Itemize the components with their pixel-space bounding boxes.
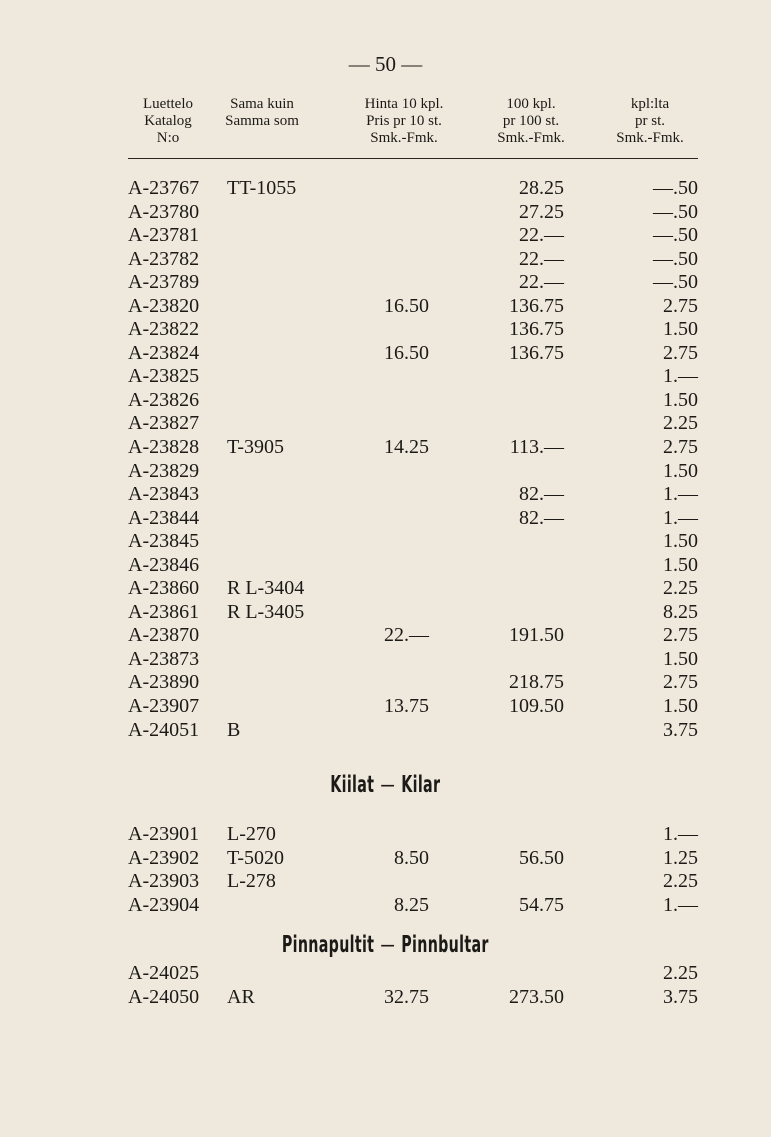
section-title-fi: Kiilat [330,772,375,798]
table-row [0,436,771,460]
cell-pst: 2.25 [663,577,698,600]
table-row [0,201,771,225]
cell-p10: 22.— [384,624,429,647]
cell-p100: 56.50 [519,846,564,869]
cell-pst: 1.50 [663,318,698,341]
table-row [0,870,771,894]
table-row [0,177,771,201]
cell-cat: A-23828 [128,436,200,459]
cell-p100: 136.75 [509,341,564,364]
table-row [0,962,771,986]
section-rows [0,823,771,917]
section-title [146,932,624,958]
cell-cat: A-23890 [128,671,200,694]
header-same-as: Sama kuin Samma som [225,96,299,129]
cell-cat: A-23904 [128,893,200,916]
cell-pst: 2.25 [663,870,698,893]
cell-same: L-270 [227,823,276,845]
cell-pst: 1.50 [663,459,698,482]
cell-p100: 54.75 [519,893,564,916]
cell-pst: 3.75 [663,718,698,741]
cell-same: TT-1055 [227,177,297,199]
section-title-sv: Pinnbultar [401,932,489,958]
table-row [0,624,771,648]
header-rule [128,158,698,159]
table-row [0,295,771,319]
cell-pst: 1.50 [663,695,698,718]
cell-p10: 13.75 [384,695,429,718]
table-row [0,847,771,871]
cell-pst: 1.25 [663,846,698,869]
cell-pst: —.50 [653,224,698,247]
cell-p100: 22.— [519,224,564,247]
cell-p100: 82.— [519,483,564,506]
cell-pst: 2.25 [663,962,698,984]
cell-cat: A-23824 [128,341,200,364]
cell-p10: 8.50 [394,846,429,869]
cell-p100: 27.25 [519,200,564,223]
cell-pst: 1.— [663,506,698,529]
cell-cat: A-23903 [128,870,200,893]
table-row [0,894,771,918]
table-row [0,271,771,295]
cell-cat: A-23860 [128,577,200,600]
cell-pst: —.50 [653,271,698,294]
page-number: — 50 — [348,52,423,76]
cell-cat: A-23827 [128,412,200,435]
cell-p100: 191.50 [509,624,564,647]
cell-pst: 1.50 [663,553,698,576]
cell-p10: 8.25 [394,893,429,916]
cell-p100: 82.— [519,506,564,529]
cell-same: AR [227,985,255,1008]
cell-cat: A-23782 [128,247,200,270]
header-price-100: 100 kpl. pr 100 st. Smk.-Fmk. [497,96,565,146]
cell-same: R L-3405 [227,600,305,623]
cell-p10: 16.50 [384,341,429,364]
cell-p100: 136.75 [509,294,564,317]
header-price-each: kpl:lta pr st. Smk.-Fmk. [616,96,684,146]
table-row [0,986,771,1010]
section-rows [0,962,771,1009]
cell-cat: A-23901 [128,823,200,845]
cell-pst: —.50 [653,200,698,223]
cell-pst: 1.— [663,483,698,506]
cell-pst: 1.50 [663,647,698,670]
cell-pst: 1.— [663,365,698,388]
cell-p100: 22.— [519,247,564,270]
cell-pst: —.50 [653,247,698,270]
cell-cat: A-23870 [128,624,200,647]
section-title-fi: Pinnapultit [281,932,375,958]
table-row [0,719,771,743]
cell-cat: A-23846 [128,553,200,576]
cell-cat: A-23825 [128,365,200,388]
table-row [0,601,771,625]
cell-pst: 2.75 [663,341,698,364]
cell-pst: 2.75 [663,294,698,317]
table-row [0,389,771,413]
table-row [0,507,771,531]
cell-same: L-278 [227,870,276,893]
table-row [0,483,771,507]
cell-cat: A-23861 [128,600,200,623]
cell-cat: A-23873 [128,647,200,670]
cell-p100: 136.75 [509,318,564,341]
cell-same: R L-3404 [227,577,305,600]
section-title-sv: Kilar [401,772,441,798]
table-row [0,224,771,248]
cell-cat: A-23780 [128,200,200,223]
cell-pst: 8.25 [663,600,698,623]
cell-cat: A-23767 [128,177,200,199]
table-row [0,823,771,847]
cell-cat: A-23907 [128,695,200,718]
cell-cat: A-24051 [128,718,200,741]
cell-pst: —.50 [653,177,698,199]
cell-cat: A-24025 [128,962,200,984]
cell-p100: 22.— [519,271,564,294]
table-row [0,577,771,601]
cell-cat: A-23844 [128,506,200,529]
cell-p100: 218.75 [509,671,564,694]
cell-cat: A-23902 [128,846,200,869]
cell-p10: 32.75 [384,985,429,1008]
table-row [0,460,771,484]
cell-cat: A-23822 [128,318,200,341]
cell-cat: A-23781 [128,224,200,247]
table-row [0,342,771,366]
cell-pst: 3.75 [663,985,698,1008]
section-title [146,772,624,798]
cell-cat: A-23820 [128,294,200,317]
cell-cat: A-23789 [128,271,200,294]
cell-p100: 113.— [509,436,564,459]
cell-pst: 1.— [663,823,698,845]
cell-cat: A-23845 [128,530,200,553]
cell-p10: 16.50 [384,294,429,317]
section-title-dash: — [380,772,396,798]
cell-same: T-3905 [227,436,285,459]
header-price-10: Hinta 10 kpl. Pris pr 10 st. Smk.-Fmk. [364,96,444,146]
cell-same: T-5020 [227,846,285,869]
header-catalog-number: Luettelo Katalog N:o [143,96,193,146]
table-row [0,530,771,554]
table-row [0,365,771,389]
cell-cat: A-23826 [128,388,200,411]
cell-cat: A-23829 [128,459,200,482]
cell-p100: 109.50 [509,695,564,718]
cell-pst: 1.50 [663,530,698,553]
cell-cat: A-23843 [128,483,200,506]
cell-cat: A-24050 [128,985,200,1008]
table-row [0,554,771,578]
cell-pst: 1.— [663,893,698,916]
table-row [0,671,771,695]
cell-pst: 2.75 [663,671,698,694]
cell-pst: 2.75 [663,624,698,647]
table-row [0,412,771,436]
cell-p10: 14.25 [384,436,429,459]
cell-pst: 2.75 [663,436,698,459]
cell-same: B [227,718,241,741]
section-title-dash: — [380,932,396,958]
table-row [0,648,771,672]
cell-p100: 273.50 [509,985,564,1008]
table-row [0,695,771,719]
cell-pst: 1.50 [663,388,698,411]
section-rows [0,177,771,742]
cell-p100: 28.25 [519,177,564,199]
cell-pst: 2.25 [663,412,698,435]
table-row [0,318,771,342]
table-row [0,248,771,272]
